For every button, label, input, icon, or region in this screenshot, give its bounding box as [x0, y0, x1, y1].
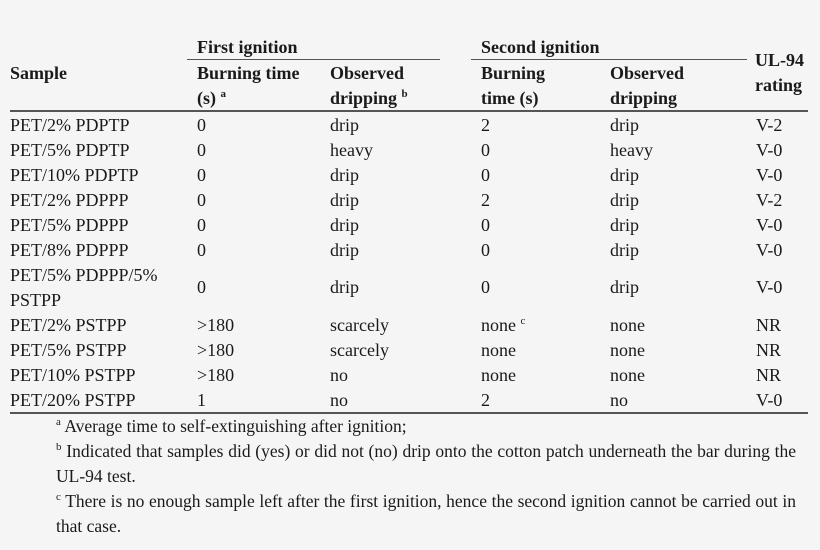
cell-sample	[10, 263, 158, 313]
cell-drip1: drip	[330, 165, 359, 185]
footnote-mark-b: b	[401, 88, 408, 100]
header-second-burning-line1: Burning	[481, 63, 546, 83]
cell-drip2: drip	[610, 190, 639, 210]
header-first-drip-line1: Observed	[330, 63, 404, 83]
cell-rating: NR	[756, 340, 782, 360]
cell-burn2: 0	[481, 165, 490, 185]
header-first-burning-time	[197, 61, 300, 111]
header-first-ignition: First ignition	[197, 37, 298, 57]
footnote-a-text: Average time to self-extinguishing after ignition;	[64, 416, 407, 436]
cell-drip2: drip	[610, 165, 639, 185]
header-sample: Sample	[10, 63, 68, 83]
header-first-burning-unit: (s)	[197, 88, 216, 108]
header-first-burning-line2	[197, 86, 300, 111]
cell-drip2: no	[610, 390, 628, 410]
cell-drip1: scarcely	[330, 315, 389, 335]
cell-drip1: no	[330, 365, 348, 385]
cell-drip1: heavy	[330, 140, 373, 160]
cell-sample: PET/20% PSTPP	[10, 390, 136, 410]
cell-burn2: 0	[481, 277, 490, 297]
cell-drip1: drip	[330, 277, 359, 297]
header-ul94-rating	[755, 48, 804, 98]
cell-rating: V-2	[756, 115, 783, 135]
cell-sample: PET/5% PSTPP	[10, 340, 127, 360]
footnote-c-mark: c	[56, 491, 61, 503]
cell-drip2: none	[610, 340, 645, 360]
cell-burn1: 0	[197, 190, 206, 210]
cell-drip1: drip	[330, 215, 359, 235]
cell-burn1: >180	[197, 365, 235, 385]
header-first-drip-label: dripping	[330, 88, 398, 108]
header-second-burning-line2: time (s)	[481, 88, 539, 108]
cell-rating: V-0	[756, 240, 783, 260]
cell-burn2: 2	[481, 390, 490, 410]
cell-drip1: scarcely	[330, 340, 389, 360]
cell-burn1: >180	[197, 315, 235, 335]
cell-drip2: drip	[610, 240, 639, 260]
footnote-c-text: There is no enough sample left after the first ignition, hence the second ignition cannot be carried out in that case.	[56, 491, 797, 536]
header-first-dripping	[330, 61, 408, 111]
table-footnotes	[56, 414, 796, 539]
header-second-dripping	[610, 61, 684, 111]
footnote-mark-c: c	[520, 315, 526, 327]
header-first-drip-line2	[330, 86, 408, 111]
header-ul94-line2: rating	[755, 75, 802, 95]
cell-sample-line2: PSTPP	[10, 290, 62, 310]
footnote-mark-a: a	[220, 88, 226, 100]
cell-rating: V-0	[756, 277, 783, 297]
header-second-drip-line2: dripping	[610, 88, 678, 108]
header-ul94-line1: UL-94	[755, 50, 804, 70]
cell-sample: PET/8% PDPPP	[10, 240, 129, 260]
cell-burn2: none	[481, 340, 516, 360]
cell-rating: V-0	[756, 390, 783, 410]
second-ignition-rule	[471, 59, 747, 60]
cell-drip2: drip	[610, 115, 639, 135]
cell-drip1: drip	[330, 190, 359, 210]
cell-sample-line1: PET/5% PDPPP/5%	[10, 265, 158, 285]
header-first-burning-line1: Burning time	[197, 63, 300, 83]
cell-sample: PET/2% PSTPP	[10, 315, 127, 335]
cell-burn1: 0	[197, 277, 206, 297]
footnote-c	[56, 489, 796, 539]
cell-burn1: 1	[197, 390, 206, 410]
cell-drip1: drip	[330, 115, 359, 135]
header-second-ignition: Second ignition	[481, 37, 600, 57]
first-ignition-rule	[187, 59, 440, 60]
cell-burn2	[481, 313, 525, 338]
header-second-burning-time	[481, 61, 545, 111]
cell-rating: V-0	[756, 165, 783, 185]
header-second-drip-line1: Observed	[610, 63, 684, 83]
footnote-b-mark: b	[56, 441, 62, 453]
cell-rating: V-0	[756, 140, 783, 160]
cell-drip2: none	[610, 315, 645, 335]
cell-rating: NR	[756, 365, 782, 385]
footnote-b-text: Indicated that samples did (yes) or did not (no) drip onto the cotton patch underneath the bar during the UL-94 test.	[56, 441, 796, 486]
cell-sample: PET/5% PDPTP	[10, 140, 130, 160]
header-bottom-rule	[10, 110, 808, 112]
cell-sample: PET/5% PDPPP	[10, 215, 129, 235]
cell-burn2: none	[481, 365, 516, 385]
cell-burn2: 2	[481, 115, 490, 135]
footnote-a	[56, 414, 796, 439]
footnote-a-mark: a	[56, 416, 61, 428]
cell-rating: V-0	[756, 215, 783, 235]
cell-burn1: 0	[197, 215, 206, 235]
cell-sample: PET/2% PDPPP	[10, 190, 129, 210]
cell-drip1: no	[330, 390, 348, 410]
cell-rating: NR	[756, 315, 782, 335]
cell-burn2: 0	[481, 140, 490, 160]
cell-burn1: >180	[197, 340, 235, 360]
cell-drip2: none	[610, 365, 645, 385]
cell-burn2: 0	[481, 240, 490, 260]
cell-burn1: 0	[197, 115, 206, 135]
cell-burn1: 0	[197, 165, 206, 185]
cell-burn2: 2	[481, 190, 490, 210]
cell-drip2: drip	[610, 215, 639, 235]
cell-drip2: drip	[610, 277, 639, 297]
cell-sample: PET/10% PDPTP	[10, 165, 139, 185]
cell-sample: PET/10% PSTPP	[10, 365, 136, 385]
cell-burn2-value: none	[481, 315, 516, 335]
cell-burn1: 0	[197, 240, 206, 260]
cell-drip2: heavy	[610, 140, 653, 160]
cell-drip1: drip	[330, 240, 359, 260]
cell-sample: PET/2% PDPTP	[10, 115, 130, 135]
cell-burn2: 0	[481, 215, 490, 235]
cell-burn1: 0	[197, 140, 206, 160]
footnote-b	[56, 439, 796, 489]
cell-rating: V-2	[756, 190, 783, 210]
